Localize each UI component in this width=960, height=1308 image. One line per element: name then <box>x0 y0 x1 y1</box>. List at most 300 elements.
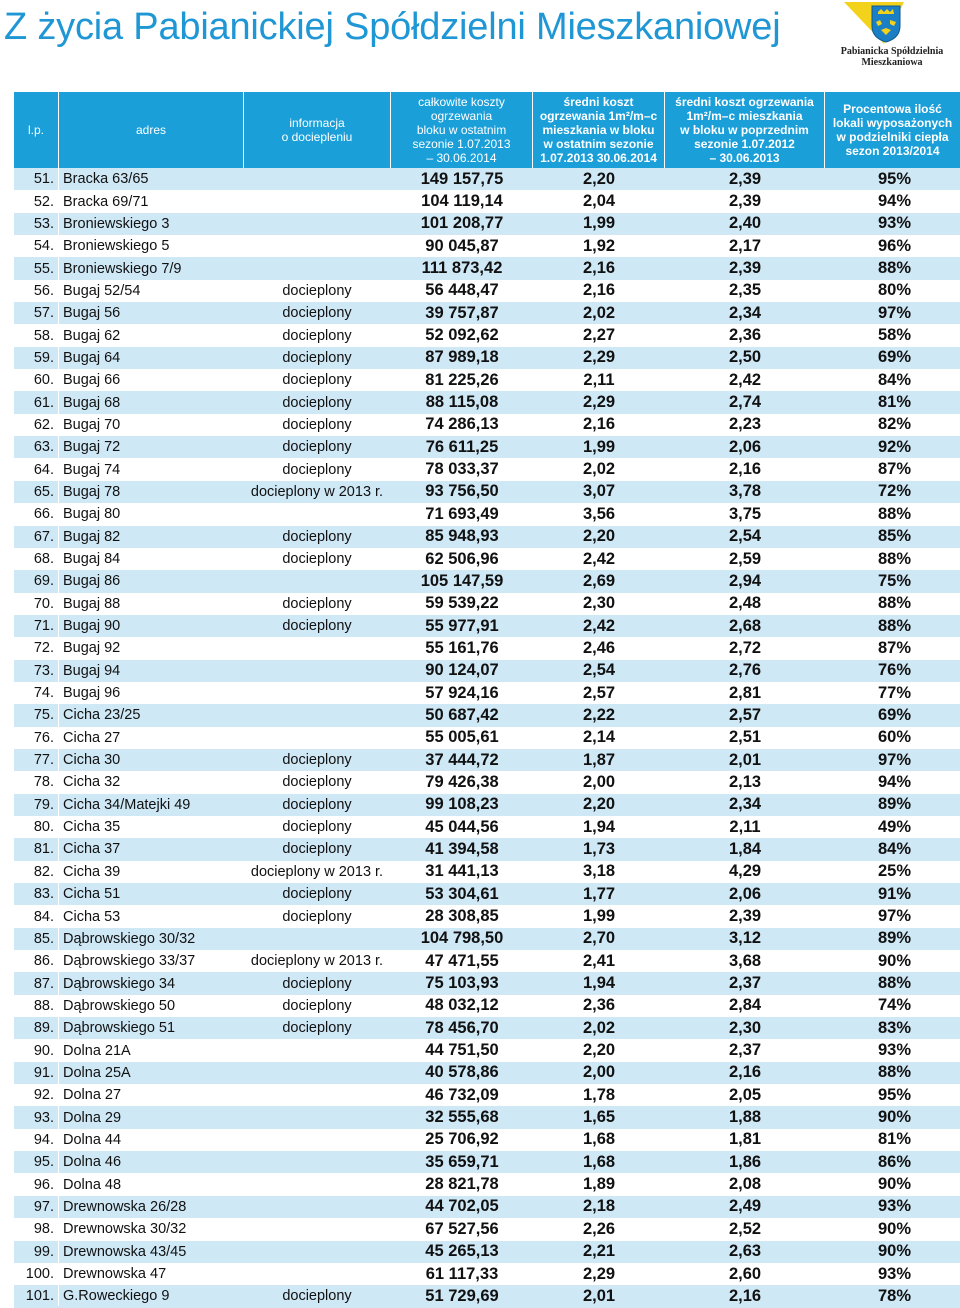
address-cell: Cicha 30 <box>63 752 121 769</box>
insulation-info-cell: docieplony <box>282 327 352 344</box>
insulation-info-cell <box>243 1173 391 1195</box>
insulation-info-cell <box>243 257 391 279</box>
insulation-info-cell <box>243 570 391 592</box>
prev-cost-cell: 3,68 <box>728 951 762 970</box>
header-lp: l.p. <box>14 92 58 168</box>
prev-cost-cell: 2,59 <box>728 549 762 568</box>
address-cell: Bugaj 62 <box>63 327 121 344</box>
total-cost-cell: 44 702,05 <box>425 1197 499 1216</box>
address-cell: Bugaj 78 <box>63 483 121 500</box>
total-cost-cell: 105 147,59 <box>420 571 504 590</box>
avg-cost-cell: 2,14 <box>582 728 616 747</box>
row-number: 83. <box>33 886 54 903</box>
address-cell: Cicha 23/25 <box>63 707 141 724</box>
total-cost-cell: 35 659,71 <box>425 1152 499 1171</box>
row-number: 52. <box>33 193 54 210</box>
insulation-info-cell <box>243 1039 391 1061</box>
total-cost-cell: 78 033,37 <box>425 460 499 479</box>
avg-cost-cell: 2,22 <box>582 705 616 724</box>
table-row <box>14 213 960 235</box>
header-avg-cost: średni koszt ogrzewania 1m²/m–c mieszkania w bloku w ostatnim sezonie 1.07.2013 30.06.2014 <box>533 92 664 168</box>
table-row <box>14 436 960 458</box>
prev-cost-cell: 2,60 <box>728 1264 762 1283</box>
header-total-cost: całkowite koszty ogrzewania bloku w ostatnim sezonie 1.07.2013 – 30.06.2014 <box>391 92 532 168</box>
logo-line1: Pabianicka Spółdzielnia <box>840 46 944 57</box>
avg-cost-cell: 1,99 <box>582 437 616 456</box>
address-cell: Bugaj 72 <box>63 439 121 456</box>
prev-cost-cell: 2,34 <box>728 303 762 322</box>
avg-cost-cell: 2,54 <box>582 661 616 680</box>
table-row <box>14 414 960 436</box>
table-row <box>14 1106 960 1128</box>
total-cost-cell: 46 732,09 <box>425 1085 499 1104</box>
prev-cost-cell: 2,08 <box>728 1175 762 1194</box>
percent-cell: 25% <box>877 862 911 881</box>
percent-cell: 81% <box>877 393 911 412</box>
total-cost-cell: 74 286,13 <box>425 415 499 434</box>
total-cost-cell: 76 611,25 <box>425 437 499 456</box>
total-cost-cell: 81 225,26 <box>425 370 499 389</box>
avg-cost-cell: 2,27 <box>582 326 616 345</box>
prev-cost-cell: 2,34 <box>728 795 762 814</box>
insulation-info-cell: docieplony <box>282 394 352 411</box>
avg-cost-cell: 1,99 <box>582 907 616 926</box>
address-cell: Cicha 34/Matejki 49 <box>63 796 191 813</box>
total-cost-cell: 61 117,33 <box>425 1264 499 1283</box>
insulation-info-cell: docieplony <box>282 819 352 836</box>
percent-cell: 88% <box>877 594 911 613</box>
insulation-info-cell <box>243 1263 391 1285</box>
percent-cell: 72% <box>877 482 911 501</box>
total-cost-cell: 53 304,61 <box>425 884 499 903</box>
insulation-info-cell <box>243 1196 391 1218</box>
prev-cost-cell: 2,06 <box>728 437 762 456</box>
address-cell: Broniewskiego 3 <box>63 215 170 232</box>
insulation-info-cell: docieplony <box>282 305 352 322</box>
table-row <box>14 168 960 190</box>
insulation-info-cell <box>243 727 391 749</box>
row-number: 53. <box>33 215 54 232</box>
percent-cell: 90% <box>877 951 911 970</box>
total-cost-cell: 79 426,38 <box>425 772 499 791</box>
insulation-info-cell <box>243 1129 391 1151</box>
avg-cost-cell: 2,02 <box>582 1018 616 1037</box>
address-cell: Bugaj 92 <box>63 640 121 657</box>
percent-cell: 96% <box>877 236 911 255</box>
avg-cost-cell: 2,20 <box>582 527 616 546</box>
row-number: 75. <box>33 707 54 724</box>
table-row <box>14 861 960 883</box>
table-row <box>14 1218 960 1240</box>
avg-cost-cell: 2,00 <box>582 1063 616 1082</box>
avg-cost-cell: 2,41 <box>582 951 616 970</box>
address-cell: Cicha 53 <box>63 908 121 925</box>
row-number: 93. <box>33 1109 54 1126</box>
prev-cost-cell: 4,29 <box>728 862 762 881</box>
percent-cell: 97% <box>877 907 911 926</box>
header-percent: Procentowa ilość lokali wyposażonych w podzielniki ciepła sezon 2013/2014 <box>825 92 960 168</box>
prev-cost-cell: 2,68 <box>728 616 762 635</box>
table-row <box>14 1285 960 1307</box>
table-row <box>14 704 960 726</box>
percent-cell: 69% <box>877 348 911 367</box>
insulation-info-cell: docieplony <box>282 618 352 635</box>
address-cell: Dolna 29 <box>63 1109 122 1126</box>
row-number: 96. <box>33 1176 54 1193</box>
total-cost-cell: 48 032,12 <box>425 996 499 1015</box>
percent-cell: 90% <box>877 1108 911 1127</box>
percent-cell: 69% <box>877 705 911 724</box>
row-number: 90. <box>33 1042 54 1059</box>
address-cell: Bugaj 68 <box>63 394 121 411</box>
total-cost-cell: 90 045,87 <box>425 236 499 255</box>
address-cell: Bugaj 90 <box>63 618 121 635</box>
total-cost-cell: 39 757,87 <box>425 303 499 322</box>
table-row <box>14 369 960 391</box>
address-cell: Dąbrowskiego 50 <box>63 997 176 1014</box>
avg-cost-cell: 2,16 <box>582 259 616 278</box>
percent-cell: 92% <box>877 437 911 456</box>
percent-cell: 58% <box>877 326 911 345</box>
row-number: 88. <box>33 997 54 1014</box>
insulation-info-cell <box>243 682 391 704</box>
total-cost-cell: 104 798,50 <box>420 929 504 948</box>
address-cell: Dąbrowskiego 33/37 <box>63 953 196 970</box>
total-cost-cell: 25 706,92 <box>425 1130 499 1149</box>
avg-cost-cell: 1,78 <box>582 1085 616 1104</box>
address-cell: Bugaj 66 <box>63 372 121 389</box>
table-header <box>14 92 960 168</box>
avg-cost-cell: 2,11 <box>583 370 615 389</box>
avg-cost-cell: 2,29 <box>582 1264 616 1283</box>
total-cost-cell: 99 108,23 <box>425 795 499 814</box>
row-number: 57. <box>33 305 54 322</box>
percent-cell: 95% <box>877 1085 911 1104</box>
row-number: 87. <box>33 975 54 992</box>
prev-cost-cell: 2,50 <box>728 348 762 367</box>
total-cost-cell: 104 119,14 <box>421 192 503 211</box>
address-cell: Dolna 46 <box>63 1154 122 1171</box>
insulation-info-cell: docieplony <box>282 372 352 389</box>
table-row <box>14 950 960 972</box>
insulation-info-cell <box>243 503 391 525</box>
total-cost-cell: 55 977,91 <box>425 616 499 635</box>
percent-cell: 77% <box>877 683 911 702</box>
avg-cost-cell: 2,29 <box>582 348 616 367</box>
address-cell: Dolna 25A <box>63 1064 131 1081</box>
avg-cost-cell: 1,92 <box>582 236 616 255</box>
percent-cell: 80% <box>877 281 911 300</box>
percent-cell: 90% <box>877 1175 911 1194</box>
percent-cell: 87% <box>877 460 911 479</box>
row-number: 72. <box>33 640 54 657</box>
prev-cost-cell: 2,37 <box>728 1041 762 1060</box>
total-cost-cell: 47 471,55 <box>425 951 499 970</box>
prev-cost-cell: 2,52 <box>728 1219 762 1238</box>
insulation-info-cell <box>243 637 391 659</box>
prev-cost-cell: 3,78 <box>728 482 762 501</box>
table-row <box>14 235 960 257</box>
percent-cell: 90% <box>877 1242 911 1261</box>
avg-cost-cell: 1,77 <box>582 884 616 903</box>
table-row <box>14 905 960 927</box>
address-cell: Dąbrowskiego 34 <box>63 975 176 992</box>
row-number: 73. <box>33 662 54 679</box>
table-row <box>14 794 960 816</box>
avg-cost-cell: 2,02 <box>582 460 616 479</box>
total-cost-cell: 149 157,75 <box>420 169 504 188</box>
table-row <box>14 302 960 324</box>
avg-cost-cell: 2,42 <box>582 549 616 568</box>
table-row <box>14 995 960 1017</box>
avg-cost-cell: 2,21 <box>582 1242 616 1261</box>
percent-cell: 88% <box>877 974 911 993</box>
row-number: 51. <box>33 171 54 188</box>
insulation-info-cell <box>243 1241 391 1263</box>
total-cost-cell: 28 821,78 <box>425 1175 499 1194</box>
prev-cost-cell: 2,72 <box>728 638 762 657</box>
insulation-info-cell: docieplony <box>282 439 352 456</box>
avg-cost-cell: 2,18 <box>582 1197 616 1216</box>
insulation-info-cell: docieplony <box>282 461 352 478</box>
prev-cost-cell: 2,84 <box>728 996 762 1015</box>
address-cell: Cicha 37 <box>63 841 121 858</box>
address-cell: Bugaj 94 <box>63 662 121 679</box>
address-cell: Cicha 32 <box>63 774 121 791</box>
insulation-info-cell <box>243 1084 391 1106</box>
prev-cost-cell: 2,51 <box>728 728 762 747</box>
table-row <box>14 458 960 480</box>
insulation-info-cell: docieplony <box>282 774 352 791</box>
table-row <box>14 660 960 682</box>
row-number: 81. <box>33 841 54 858</box>
table-row <box>14 1062 960 1084</box>
prev-cost-cell: 2,39 <box>728 907 762 926</box>
percent-cell: 84% <box>877 839 911 858</box>
row-number: 60. <box>33 372 54 389</box>
prev-cost-cell: 3,75 <box>728 504 762 523</box>
table-row <box>14 883 960 905</box>
avg-cost-cell: 3,18 <box>582 862 616 881</box>
address-cell: Bugaj 70 <box>63 416 121 433</box>
table-row <box>14 347 960 369</box>
avg-cost-cell: 2,30 <box>582 594 616 613</box>
table-row <box>14 1241 960 1263</box>
table-row <box>14 1151 960 1173</box>
prev-cost-cell: 2,16 <box>728 1063 762 1082</box>
percent-cell: 93% <box>877 1041 911 1060</box>
percent-cell: 90% <box>877 1219 911 1238</box>
percent-cell: 93% <box>877 214 911 233</box>
page-title: Z życia Pabianickiej Spółdzielni Mieszkaniowej <box>4 6 781 48</box>
table-row <box>14 391 960 413</box>
percent-cell: 88% <box>877 1063 911 1082</box>
total-cost-cell: 88 115,08 <box>425 393 499 412</box>
logo-line2: Mieszkaniowa <box>861 57 923 68</box>
avg-cost-cell: 1,68 <box>582 1130 616 1149</box>
percent-cell: 78% <box>877 1286 911 1305</box>
prev-cost-cell: 2,05 <box>728 1085 762 1104</box>
insulation-info-cell <box>243 1218 391 1240</box>
row-number: 59. <box>33 349 54 366</box>
row-number: 86. <box>33 953 54 970</box>
prev-cost-cell: 2,94 <box>728 571 762 590</box>
avg-cost-cell: 2,20 <box>582 1041 616 1060</box>
prev-cost-cell: 2,49 <box>728 1197 762 1216</box>
address-cell: Cicha 51 <box>63 886 121 903</box>
table-row <box>14 1039 960 1061</box>
table-row <box>14 1173 960 1195</box>
percent-cell: 89% <box>877 929 911 948</box>
prev-cost-cell: 2,16 <box>728 1286 762 1305</box>
total-cost-cell: 41 394,58 <box>425 839 499 858</box>
total-cost-cell: 28 308,85 <box>425 907 499 926</box>
address-cell: Broniewskiego 7/9 <box>63 260 182 277</box>
company-logo <box>826 0 958 74</box>
table-row <box>14 615 960 637</box>
prev-cost-cell: 1,81 <box>728 1130 762 1149</box>
avg-cost-cell: 2,16 <box>582 281 616 300</box>
total-cost-cell: 111 873,42 <box>421 259 503 278</box>
total-cost-cell: 59 539,22 <box>425 594 499 613</box>
prev-cost-cell: 2,23 <box>728 415 762 434</box>
avg-cost-cell: 1,65 <box>582 1108 616 1127</box>
insulation-info-cell: docieplony w 2013 r. <box>250 483 384 500</box>
table-row <box>14 1263 960 1285</box>
total-cost-cell: 101 208,77 <box>420 214 504 233</box>
table-row <box>14 682 960 704</box>
total-cost-cell: 67 527,56 <box>425 1219 499 1238</box>
row-number: 55. <box>33 260 54 277</box>
prev-cost-cell: 2,63 <box>728 1242 762 1261</box>
total-cost-cell: 45 044,56 <box>425 817 499 836</box>
address-cell: Dolna 27 <box>63 1087 122 1104</box>
prev-cost-cell: 2,01 <box>728 750 762 769</box>
address-cell: Drewnowska 43/45 <box>63 1243 187 1260</box>
insulation-info-cell: docieplony <box>282 1020 352 1037</box>
total-cost-cell: 44 751,50 <box>425 1041 499 1060</box>
row-number: 68. <box>33 551 54 568</box>
percent-cell: 86% <box>877 1152 911 1171</box>
prev-cost-cell: 2,35 <box>728 281 762 300</box>
total-cost-cell: 52 092,62 <box>425 326 499 345</box>
table-row <box>14 548 960 570</box>
table-row <box>14 771 960 793</box>
insulation-info-cell: docieplony <box>282 551 352 568</box>
prev-cost-cell: 2,42 <box>728 370 762 389</box>
row-number: 100. <box>25 1266 54 1283</box>
row-number: 62. <box>33 416 54 433</box>
row-number: 94. <box>33 1131 54 1148</box>
prev-cost-cell: 2,76 <box>728 661 762 680</box>
avg-cost-cell: 1,73 <box>582 839 616 858</box>
prev-cost-cell: 2,54 <box>728 527 762 546</box>
avg-cost-cell: 1,99 <box>582 214 616 233</box>
prev-cost-cell: 2,57 <box>728 705 762 724</box>
avg-cost-cell: 1,87 <box>582 750 616 769</box>
row-number: 97. <box>33 1198 54 1215</box>
table-row <box>14 1017 960 1039</box>
prev-cost-cell: 3,12 <box>728 929 762 948</box>
crest-icon <box>826 0 958 46</box>
avg-cost-cell: 2,20 <box>582 795 616 814</box>
table-row <box>14 637 960 659</box>
avg-cost-cell: 2,57 <box>582 683 616 702</box>
percent-cell: 97% <box>877 750 911 769</box>
percent-cell: 93% <box>877 1197 911 1216</box>
prev-cost-cell: 2,74 <box>728 393 762 412</box>
avg-cost-cell: 2,16 <box>582 415 616 434</box>
prev-cost-cell: 2,39 <box>728 192 762 211</box>
prev-cost-cell: 2,40 <box>728 214 762 233</box>
percent-cell: 88% <box>877 549 911 568</box>
insulation-info-cell <box>243 704 391 726</box>
avg-cost-cell: 2,02 <box>582 303 616 322</box>
insulation-info-cell <box>243 1151 391 1173</box>
prev-cost-cell: 2,11 <box>729 817 761 836</box>
row-number: 95. <box>33 1154 54 1171</box>
table-row <box>14 928 960 950</box>
insulation-info-cell: docieplony <box>282 1288 352 1305</box>
total-cost-cell: 87 989,18 <box>425 348 499 367</box>
avg-cost-cell: 2,20 <box>582 169 616 188</box>
prev-cost-cell: 2,39 <box>728 169 762 188</box>
percent-cell: 87% <box>877 638 911 657</box>
total-cost-cell: 32 555,68 <box>425 1108 499 1127</box>
address-cell: Bugaj 64 <box>63 349 121 366</box>
insulation-info-cell: docieplony w 2013 r. <box>250 863 384 880</box>
prev-cost-cell: 2,16 <box>728 460 762 479</box>
total-cost-cell: 31 441,13 <box>425 862 499 881</box>
total-cost-cell: 57 924,16 <box>425 683 499 702</box>
avg-cost-cell: 1,89 <box>582 1175 616 1194</box>
address-cell: Bugaj 52/54 <box>63 282 141 299</box>
total-cost-cell: 55 161,76 <box>425 638 499 657</box>
percent-cell: 88% <box>877 504 911 523</box>
insulation-info-cell: docieplony <box>282 528 352 545</box>
prev-cost-cell: 1,84 <box>728 839 762 858</box>
table-row <box>14 324 960 346</box>
insulation-info-cell: docieplony <box>282 282 352 299</box>
table-row <box>14 190 960 212</box>
row-number: 65. <box>33 483 54 500</box>
address-cell: Dąbrowskiego 51 <box>63 1020 176 1037</box>
total-cost-cell: 93 756,50 <box>425 482 499 501</box>
total-cost-cell: 85 948,93 <box>425 527 499 546</box>
row-number: 92. <box>33 1087 54 1104</box>
avg-cost-cell: 3,56 <box>582 504 616 523</box>
insulation-info-cell <box>243 928 391 950</box>
table-row <box>14 257 960 279</box>
address-cell: Broniewskiego 5 <box>63 238 170 255</box>
address-cell: Bugaj 80 <box>63 506 121 523</box>
address-cell: Drewnowska 30/32 <box>63 1221 187 1238</box>
avg-cost-cell: 2,70 <box>582 929 616 948</box>
header-info: informacja o dociepleniu <box>244 92 390 168</box>
table-row <box>14 1129 960 1151</box>
address-cell: Dąbrowskiego 30/32 <box>63 930 196 947</box>
row-number: 67. <box>33 528 54 545</box>
percent-cell: 60% <box>877 728 911 747</box>
percent-cell: 94% <box>877 192 911 211</box>
avg-cost-cell: 1,68 <box>582 1152 616 1171</box>
total-cost-cell: 37 444,72 <box>425 750 499 769</box>
address-cell: Cicha 39 <box>63 863 121 880</box>
insulation-info-cell: docieplony <box>282 752 352 769</box>
insulation-info-cell <box>243 1062 391 1084</box>
percent-cell: 49% <box>877 817 911 836</box>
insulation-info-cell <box>243 1106 391 1128</box>
